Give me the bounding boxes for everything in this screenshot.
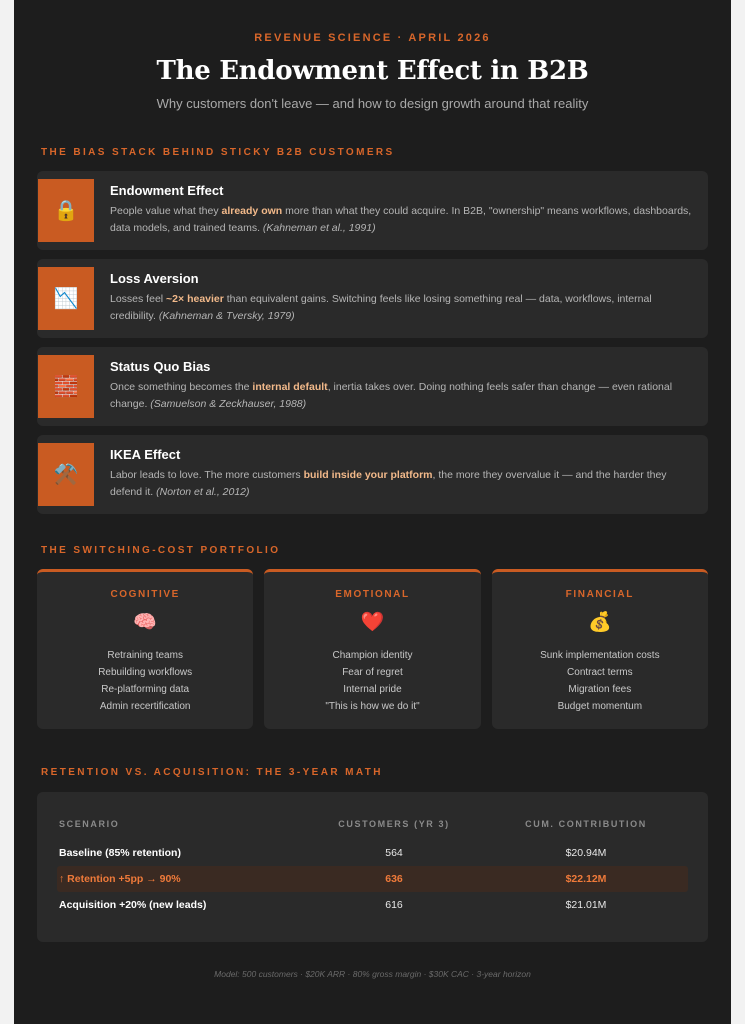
- bias-item-status-quo: [37, 347, 708, 426]
- table-row-highlighted: [57, 866, 688, 892]
- retention-table: [37, 792, 708, 942]
- card-cognitive: [37, 569, 253, 729]
- eyebrow: REVENUE SCIENCE · APRIL 2026: [254, 32, 491, 44]
- heart-icon: ❤️: [360, 612, 385, 633]
- card-financial: [492, 569, 708, 729]
- contribution-cell: $20.94M: [565, 847, 607, 859]
- table-row: [57, 892, 688, 918]
- list-item: Re-platforming data: [101, 684, 190, 695]
- card-title: COGNITIVE: [110, 589, 180, 600]
- customers-cell: 636: [385, 873, 403, 885]
- brick-icon: 🧱: [38, 355, 94, 418]
- scenario-cell: Baseline (85% retention): [59, 847, 181, 859]
- page: [14, 0, 731, 1024]
- column-header: CUSTOMERS (YR 3): [338, 819, 450, 829]
- list-item: Retraining teams: [107, 650, 183, 661]
- brain-icon: 🧠: [133, 612, 157, 633]
- bias-item-loss-aversion: [37, 259, 708, 338]
- card-title: FINANCIAL: [565, 589, 634, 600]
- list-item: Internal pride: [343, 684, 402, 695]
- money-bag-icon: 💰: [587, 612, 612, 633]
- model-footnote: Model: 500 customers · $20K ARR · 80% gross margin · $30K CAC · 3-year horizon: [214, 969, 531, 979]
- bias-description: Once something becomes the internal default, inertia takes over. Doing nothing feels safer than change — even rational change. (Samuelson & Zeckhauser, 1988): [110, 381, 673, 410]
- scenario-cell: ↑ Retention +5pp → 90%: [59, 873, 181, 885]
- customers-cell: 564: [385, 847, 403, 859]
- page-subtitle: Why customers don't leave — and how to design growth around that reality: [156, 96, 589, 111]
- column-header: SCENARIO: [59, 819, 120, 829]
- list-item: Budget momentum: [557, 701, 643, 712]
- list-item: Sunk implementation costs: [540, 650, 660, 661]
- card-title: EMOTIONAL: [335, 589, 410, 600]
- portfolio-section-label: THE SWITCHING-COST PORTFOLIO: [41, 545, 281, 556]
- bias-item-endowment: [37, 171, 708, 250]
- lock-icon: 🔒: [38, 179, 94, 242]
- bias-description: People value what they already own more than what they could acquire. In B2B, "ownership" means workflows, dashboards, data models, and trained teams. (Kahneman et al., 1991): [110, 205, 692, 234]
- list-item: Migration fees: [568, 684, 632, 695]
- hammer-and-pick-icon: ⚒️: [38, 443, 94, 506]
- table-header: [57, 792, 688, 829]
- bias-name: IKEA Effect: [110, 447, 181, 462]
- scenario-cell: Acquisition +20% (new leads): [59, 899, 207, 911]
- bias-name: Status Quo Bias: [110, 359, 211, 374]
- bias-name: Loss Aversion: [110, 271, 199, 286]
- list-item: Rebuilding workflows: [98, 667, 193, 678]
- list-item: Champion identity: [332, 650, 413, 661]
- list-item: Contract terms: [567, 667, 633, 678]
- math-section-label: RETENTION VS. ACQUISITION: THE 3-YEAR MATH: [41, 767, 383, 778]
- contribution-cell: $22.12M: [565, 873, 607, 885]
- bias-description: Labor leads to love. The more customers build inside your platform, the more they overvalue it — and the harder they defend it. (Norton et al., 2012): [110, 469, 667, 498]
- list-item: "This is how we do it": [325, 701, 420, 712]
- table-row: [57, 840, 688, 866]
- bias-name: Endowment Effect: [110, 183, 224, 198]
- card-emotional: [264, 569, 480, 729]
- bias-item-ikea: [37, 435, 708, 514]
- list-item: Admin recertification: [99, 701, 191, 712]
- switching-cost-cards: [37, 569, 708, 729]
- customers-cell: 616: [385, 899, 403, 911]
- contribution-cell: $21.01M: [565, 899, 607, 911]
- page-title: The Endowment Effect in B2B: [156, 56, 589, 86]
- bias-section-label: THE BIAS STACK BEHIND STICKY B2B CUSTOMERS: [41, 147, 395, 158]
- column-header: CUM. CONTRIBUTION: [525, 819, 647, 829]
- bias-description: Losses feel ~2× heavier than equivalent gains. Switching feels like losing something real — data, workflows, internal credibility. (Kahneman & Tversky, 1979): [110, 293, 652, 322]
- bias-list: [37, 171, 708, 514]
- chart-decreasing-icon: 📉: [38, 267, 94, 330]
- list-item: Fear of regret: [342, 667, 403, 678]
